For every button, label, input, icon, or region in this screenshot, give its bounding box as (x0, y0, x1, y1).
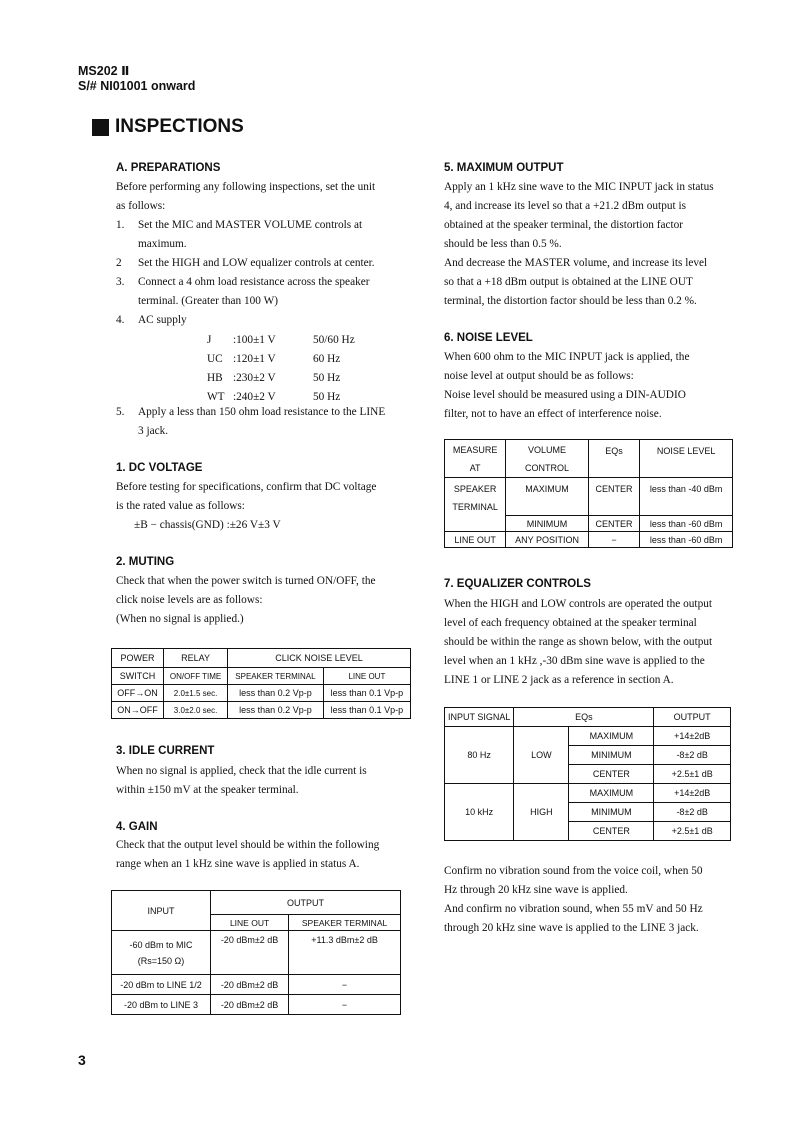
table-header: NOISE LEVEL (640, 440, 733, 478)
text-line: AC supply (138, 314, 187, 326)
item-number: 5. (116, 406, 125, 418)
serial-range: S/# NI01001 onward (78, 79, 196, 93)
text-line: so that a +18 dBm output is obtained at the LINE OUT (444, 276, 693, 288)
table-cell: -20 dBm±2 dB (211, 975, 289, 995)
table-cell: HIGH (514, 784, 569, 841)
text-line: Check that the output level should be within the following (116, 839, 380, 851)
text-line: level of each frequency obtained at the speaker terminal (444, 617, 697, 629)
text-line: ±B − chassis(GND) :±26 V±3 V (134, 519, 281, 531)
muting-table (111, 648, 411, 719)
table-cell: LINE OUT (445, 532, 506, 548)
table-row (445, 478, 733, 516)
gain-body (116, 836, 379, 874)
table-header: ON/OFF TIME (164, 668, 228, 685)
table-row (112, 668, 411, 685)
table-header: INPUT (112, 891, 211, 931)
text-line: as follows: (116, 200, 166, 212)
text-line: range when an 1 kHz sine wave is applied in status A. (116, 858, 360, 870)
text-line: should be within the range as shown below, with the output (444, 636, 713, 648)
table-cell: 10 kHz (445, 784, 514, 841)
text-line: Check that when the power switch is turned ON/OFF, the (116, 575, 376, 587)
table-cell: -20 dBm to LINE 1/2 (112, 975, 211, 995)
ac-row (207, 330, 355, 349)
table-row (112, 649, 411, 668)
table-row (445, 532, 733, 548)
table-header: SWITCH (112, 668, 164, 685)
ac-frequency: 50/60 Hz (313, 333, 355, 346)
text-line: Apply a less than 150 ohm load resistance to the LINE (138, 406, 386, 418)
equalizer-body (444, 595, 712, 690)
table-cell: 2.0±1.5 sec. (164, 685, 228, 702)
table-cell: MINIMUM (506, 516, 589, 532)
table-cell: − (588, 532, 639, 548)
table-cell: MAXIMUM (569, 784, 654, 803)
ac-supply-table (207, 330, 355, 406)
dc-voltage-body (116, 478, 376, 535)
table-cell: +2.5±1 dB (654, 822, 731, 841)
table-cell: MAXIMUM (569, 727, 654, 746)
text-line: terminal. (Greater than 100 W) (138, 295, 279, 307)
table-row (445, 708, 731, 727)
ac-code: UC (207, 352, 223, 365)
table-row (112, 931, 401, 975)
text-line: Set the HIGH and LOW equalizer controls at center. (138, 257, 375, 269)
table-row (445, 440, 733, 478)
ac-voltage: :230±2 V (233, 371, 276, 384)
table-header: LINE OUT (211, 915, 289, 931)
ac-row (207, 349, 355, 368)
text-line: level when an 1 kHz ,-30 dBm sine wave is applied to the (444, 655, 705, 667)
table-cell: MINIMUM (569, 746, 654, 765)
item-number: 3. (116, 276, 125, 288)
table-header: CLICK NOISE LEVEL (228, 649, 411, 668)
table-cell: +14±2dB (654, 784, 731, 803)
text-line: And confirm no vibration sound, when 55 mV and 50 Hz (444, 903, 703, 915)
table-cell: +14±2dB (654, 727, 731, 746)
ac-voltage: :240±2 V (233, 390, 276, 403)
table-cell: MAXIMUM (506, 478, 589, 516)
item-number: 2 (116, 257, 122, 269)
table-row (112, 685, 411, 702)
muting-heading: 2. MUTING (116, 556, 175, 568)
item-number: 4. (116, 314, 125, 326)
table-cell: -20 dBm to LINE 3 (112, 995, 211, 1015)
table-row (112, 891, 401, 915)
table-cell: -8±2 dB (654, 803, 731, 822)
text-line: should be less than 0.5 %. (444, 238, 562, 250)
table-cell: +11.3 dBm±2 dB (289, 931, 401, 975)
text-line: LINE 1 or LINE 2 jack as a reference in section A. (444, 674, 674, 686)
table-cell: -20 dBm±2 dB (211, 995, 289, 1015)
table-header: SPEAKER TERMINAL (289, 915, 401, 931)
prep-item-1 (116, 216, 406, 235)
table-cell: -20 dBm±2 dB (211, 931, 289, 975)
ac-code: HB (207, 371, 223, 384)
muting-body (116, 572, 376, 629)
table-row (445, 727, 731, 746)
page-header (78, 64, 195, 94)
text-line: maximum. (138, 238, 187, 250)
text-line: And decrease the MASTER volume, and increase its level (444, 257, 708, 269)
table-row (112, 702, 411, 719)
table-cell: 3.0±2.0 sec. (164, 702, 228, 719)
ac-frequency: 50 Hz (313, 390, 341, 403)
table-cell (445, 478, 506, 532)
table-row (112, 995, 401, 1015)
text-line: Apply an 1 kHz sine wave to the MIC INPUT jack in status (444, 181, 714, 193)
gain-heading: 4. GAIN (116, 821, 158, 833)
max-output-body (444, 178, 714, 311)
text-line: Before performing any following inspections, set the unit (116, 181, 376, 193)
text-line: When the HIGH and LOW controls are operated the output (444, 598, 713, 610)
text-line: obtained at the speaker terminal, the distortion factor (444, 219, 684, 231)
text-line: AT (469, 462, 481, 473)
noise-level-body (444, 348, 689, 424)
ac-frequency: 60 Hz (313, 352, 341, 365)
idle-current-heading: 3. IDLE CURRENT (116, 745, 215, 757)
text-line: CONTROL (525, 462, 570, 473)
vibration-check-text (444, 862, 703, 938)
text-line: Hz through 20 kHz sine wave is applied. (444, 884, 628, 896)
square-bullet-icon (92, 119, 109, 136)
idle-current-body (116, 762, 367, 800)
table-cell: − (289, 975, 401, 995)
page-number: 3 (78, 1052, 86, 1068)
table-header: OUTPUT (211, 891, 401, 915)
noise-level-heading: 6. NOISE LEVEL (444, 332, 533, 344)
text-line: MEASURE (452, 444, 498, 455)
text-line: SPEAKER (453, 484, 497, 494)
text-line: When no signal is applied, check that the idle current is (116, 765, 367, 777)
text-line: is the rated value as follows: (116, 500, 245, 512)
equalizer-table (444, 707, 731, 841)
ac-voltage: :120±1 V (233, 352, 276, 365)
table-cell: OFF→ON (112, 685, 164, 702)
table-cell: less than 0.2 Vp-p (228, 685, 324, 702)
table-cell: less than 0.1 Vp-p (323, 685, 410, 702)
text-line: When 600 ohm to the MIC INPUT jack is applied, the (444, 351, 690, 363)
text-line: through 20 kHz sine wave is applied to the LINE 3 jack. (444, 922, 699, 934)
ac-code: WT (207, 390, 225, 403)
model-name: MS202 Ⅱ (78, 64, 130, 78)
item-number: 1. (116, 219, 125, 231)
table-cell: +2.5±1 dB (654, 765, 731, 784)
table-cell: ANY POSITION (506, 532, 589, 548)
table-header: OUTPUT (654, 708, 731, 727)
table-cell: ON→OFF (112, 702, 164, 719)
section-title-text: INSPECTIONS (115, 116, 244, 137)
table-header (506, 440, 589, 478)
table-row (445, 784, 731, 803)
gain-table (111, 890, 401, 1015)
text-line: noise level at output should be as follows: (444, 370, 634, 382)
preparations-heading: A. PREPARATIONS (116, 162, 221, 174)
table-cell: − (289, 995, 401, 1015)
text-line: Noise level should be measured using a DIN-AUDIO (444, 389, 686, 401)
table-header: LINE OUT (323, 668, 410, 685)
ac-frequency: 50 Hz (313, 371, 341, 384)
text-line: within ±150 mV at the speaker terminal. (116, 784, 299, 796)
table-header: RELAY (164, 649, 228, 668)
text-line: 4, and increase its level so that a +21.2 dBm output is (444, 200, 686, 212)
text-line: (When no signal is applied.) (116, 613, 244, 625)
table-cell: less than -40 dBm (640, 478, 733, 516)
preparations-body (116, 178, 406, 330)
dc-voltage-heading: 1. DC VOLTAGE (116, 462, 203, 474)
ac-voltage: :100±1 V (233, 333, 276, 346)
table-header (445, 440, 506, 478)
table-cell: MINIMUM (569, 803, 654, 822)
section-title (92, 116, 244, 138)
table-header: SPEAKER TERMINAL (228, 668, 324, 685)
table-cell: less than 0.2 Vp-p (228, 702, 324, 719)
text-line: Confirm no vibration sound from the voice coil, when 50 (444, 865, 703, 877)
table-cell: LOW (514, 727, 569, 784)
text-line: Connect a 4 ohm load resistance across the speaker (138, 276, 370, 288)
table-cell: CENTER (588, 516, 639, 532)
text-line: terminal, the distortion factor should be less than 0.2 %. (444, 295, 697, 307)
prep-item-5 (116, 403, 385, 441)
prep-item-3 (116, 273, 406, 292)
ac-row (207, 368, 355, 387)
table-cell: 80 Hz (445, 727, 514, 784)
ac-code: J (207, 333, 212, 346)
table-cell: CENTER (569, 765, 654, 784)
table-cell: less than -60 dBm (640, 516, 733, 532)
table-header: POWER (112, 649, 164, 668)
text-line: -60 dBm to MIC (129, 939, 193, 950)
text-line: filter, not to have an effect of interference noise. (444, 408, 662, 420)
table-cell: less than 0.1 Vp-p (323, 702, 410, 719)
max-output-heading: 5. MAXIMUM OUTPUT (444, 162, 564, 174)
text-line: 3 jack. (138, 425, 169, 437)
text-line: TERMINAL (452, 502, 498, 512)
table-cell: CENTER (569, 822, 654, 841)
table-header: EQs (514, 708, 654, 727)
equalizer-heading: 7. EQUALIZER CONTROLS (444, 578, 591, 590)
text-line: VOLUME (528, 444, 567, 455)
table-cell: less than -60 dBm (640, 532, 733, 548)
noise-level-table (444, 439, 733, 548)
text-line: Before testing for specifications, confirm that DC voltage (116, 481, 377, 493)
table-cell: -8±2 dB (654, 746, 731, 765)
text-line: click noise levels are as follows: (116, 594, 263, 606)
prep-item-2 (116, 254, 406, 273)
text-line: Set the MIC and MASTER VOLUME controls at (138, 219, 363, 231)
table-cell (112, 931, 211, 975)
table-row (112, 975, 401, 995)
table-cell: CENTER (588, 478, 639, 516)
text-line: (Rs=150 Ω) (137, 955, 185, 966)
table-header: INPUT SIGNAL (445, 708, 514, 727)
table-header: EQs (588, 440, 639, 478)
prep-item-4 (116, 311, 406, 330)
